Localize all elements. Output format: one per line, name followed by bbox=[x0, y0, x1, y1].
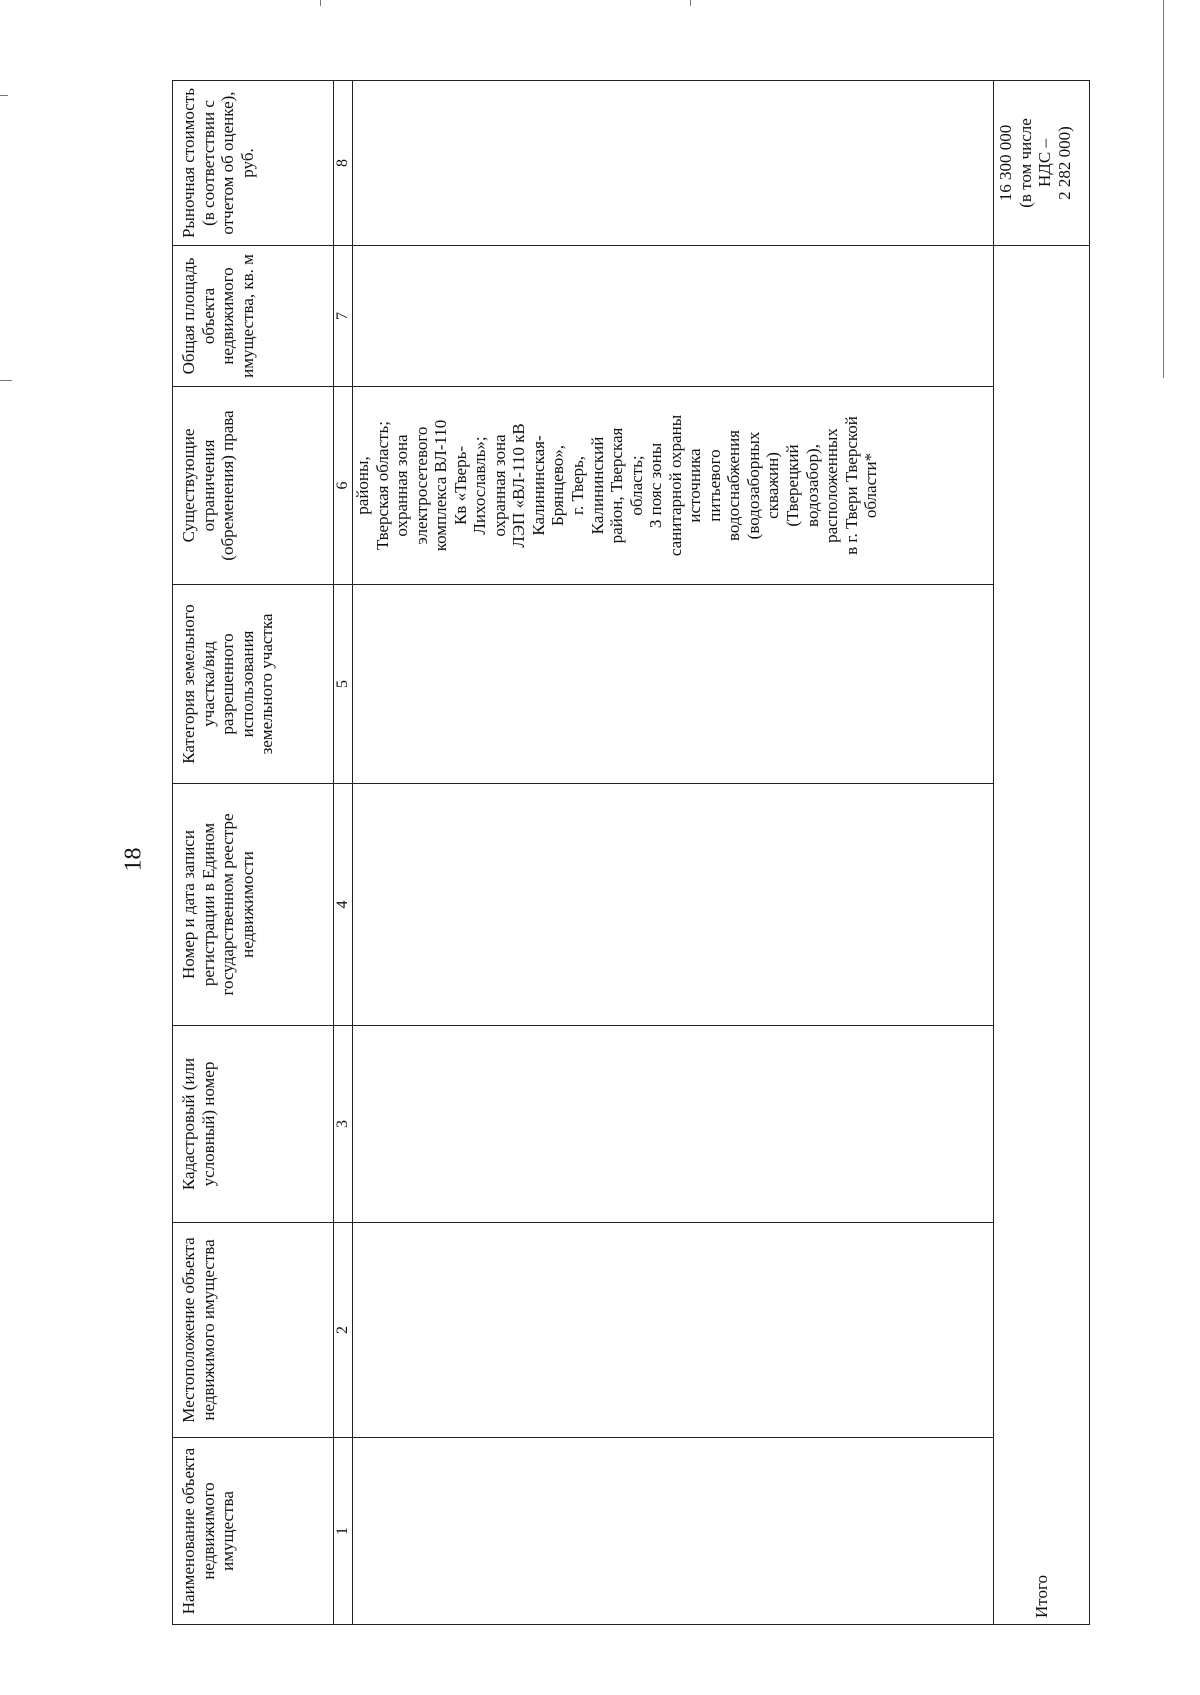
header-area: Общая площадь объекта недвижимого имущества, кв. м bbox=[173, 246, 334, 387]
total-label: Итого bbox=[994, 246, 1090, 1625]
header-market-value: Рыночная стоимость (в соответствии с отчетом об оценке), руб. bbox=[173, 81, 334, 246]
column-number: 5 bbox=[334, 585, 353, 784]
cell-registration-record bbox=[353, 784, 994, 1026]
header-row bbox=[173, 81, 334, 1625]
total-value-cell bbox=[994, 81, 1090, 246]
total-row bbox=[994, 81, 1090, 1625]
header-restrictions: Существующие ограничения (обременения) права bbox=[173, 387, 334, 585]
scan-edge-line bbox=[1163, 0, 1164, 378]
header-location: Местоположение объекта недвижимого имущества bbox=[173, 1223, 334, 1438]
header-cadastral-number: Кадастровый (или условный) номер bbox=[173, 1026, 334, 1223]
header-land-category: Категория земельного участка/вид разрешенного использования земельного участка bbox=[173, 585, 334, 784]
table-row bbox=[353, 81, 994, 1625]
restrictions-text: районы, Тверская область; охранная зона электросетевого комплекса ВЛ-110 Кв «Тверь- Лихославль»; охранная зона ЛЭП «ВЛ-110 кВ Калининская- Брянцево», г. Тверь, Калининский район, Тверская область; 3 пояс зоны санитарной охраны источника питьевого водоснабжения (водозаборных скважин) (Тверецкий водозабор), расположенных в г. Твери Тверской области* bbox=[353, 414, 881, 557]
rotated-table-wrapper bbox=[172, 81, 1083, 1625]
cell-market-value bbox=[353, 81, 994, 246]
header-registration-record: Номер и дата записи регистрации в Едином государственном реестре недвижимости bbox=[173, 784, 334, 1026]
cell-area bbox=[353, 246, 994, 387]
cell-restrictions bbox=[353, 387, 994, 585]
cell-name bbox=[353, 1438, 994, 1625]
column-number: 3 bbox=[334, 1026, 353, 1223]
cell-cadastral-number bbox=[353, 1026, 994, 1223]
page-number: 18 bbox=[120, 847, 147, 872]
property-table bbox=[172, 80, 1090, 1625]
column-number: 8 bbox=[334, 81, 353, 246]
cell-land-category bbox=[353, 585, 994, 784]
column-number: 4 bbox=[334, 784, 353, 1026]
column-number: 7 bbox=[334, 246, 353, 387]
total-value: 16 300 000 (в том числе НДС – 2 282 000) bbox=[996, 118, 1074, 208]
column-number: 6 bbox=[334, 387, 353, 585]
scan-mark bbox=[320, 0, 321, 6]
scan-mark bbox=[0, 95, 8, 96]
header-name: Наименование объекта недвижимого имущества bbox=[173, 1438, 334, 1625]
column-number-row bbox=[334, 81, 353, 1625]
column-number: 1 bbox=[334, 1438, 353, 1625]
scan-mark bbox=[0, 380, 12, 381]
cell-location bbox=[353, 1223, 994, 1438]
scan-mark bbox=[690, 0, 691, 6]
column-number: 2 bbox=[334, 1223, 353, 1438]
